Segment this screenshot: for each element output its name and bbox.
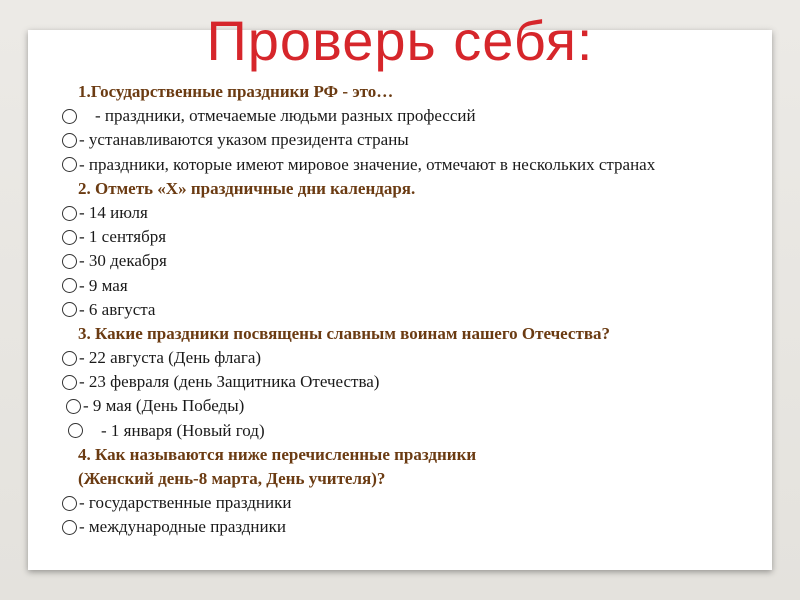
option-label: - 30 декабря xyxy=(79,251,167,271)
option-3-3[interactable] xyxy=(62,394,782,418)
option-1-2[interactable] xyxy=(62,128,782,152)
radio-circle-icon[interactable] xyxy=(62,278,77,293)
option-label: - праздники, отмечаемые людьми разных профессий xyxy=(95,106,476,126)
page-title: Проверь себя: xyxy=(206,9,594,72)
radio-circle-icon[interactable] xyxy=(66,399,81,414)
radio-circle-icon[interactable] xyxy=(62,254,77,269)
option-label: - устанавливаются указом президента страны xyxy=(79,130,409,150)
radio-circle-icon[interactable] xyxy=(62,520,77,535)
radio-circle-icon[interactable] xyxy=(62,109,77,124)
option-4-2[interactable] xyxy=(62,515,782,539)
radio-circle-icon[interactable] xyxy=(62,496,77,511)
option-2-3[interactable] xyxy=(62,249,782,273)
option-1-3[interactable] xyxy=(62,153,782,177)
option-2-1[interactable] xyxy=(62,201,782,225)
question-3: 3. Какие праздники посвящены славным воинам нашего Отечества? xyxy=(78,323,610,343)
option-label: - праздники, которые имеют мировое значение, отмечают в нескольких странах xyxy=(79,154,656,174)
radio-circle-icon[interactable] xyxy=(62,206,77,221)
radio-circle-icon[interactable] xyxy=(62,157,77,172)
option-3-1[interactable] xyxy=(62,346,782,370)
option-label: - 9 мая (День Победы) xyxy=(83,396,245,416)
option-2-2[interactable] xyxy=(62,225,782,249)
radio-circle-icon[interactable] xyxy=(62,375,77,390)
radio-circle-icon[interactable] xyxy=(62,230,77,245)
option-2-5[interactable] xyxy=(62,298,782,322)
option-label: - 14 июля xyxy=(79,202,148,222)
radio-circle-icon[interactable] xyxy=(62,351,77,366)
radio-circle-icon[interactable] xyxy=(68,423,83,438)
option-label: - 22 августа (День флага) xyxy=(79,348,262,368)
option-3-2[interactable] xyxy=(62,370,782,394)
option-1-1[interactable] xyxy=(62,104,782,128)
option-label: - 6 августа xyxy=(79,299,156,319)
option-2-4[interactable] xyxy=(62,274,782,298)
option-label: - 23 февраля (день Защитника Отечества) xyxy=(79,372,380,392)
question-2: 2. Отметь «Х» праздничные дни календаря. xyxy=(78,178,416,198)
question-1: 1.Государственные праздники РФ - это… xyxy=(78,82,394,101)
option-label: - 9 мая xyxy=(79,275,128,295)
option-3-4[interactable] xyxy=(62,419,782,443)
radio-circle-icon[interactable] xyxy=(62,133,77,148)
option-label: - 1 сентября xyxy=(79,227,167,247)
option-label: - международные праздники xyxy=(79,517,286,537)
option-label: - 1 января (Новый год) xyxy=(101,420,265,440)
quiz-content xyxy=(62,80,782,540)
question-4-line-2: (Женский день-8 марта, День учителя)? xyxy=(78,469,386,488)
option-4-1[interactable] xyxy=(62,491,782,515)
radio-circle-icon[interactable] xyxy=(62,302,77,317)
option-label: - государственные праздники xyxy=(79,493,292,513)
question-4-line-1: 4. Как называются ниже перечисленные праздники xyxy=(78,444,477,464)
